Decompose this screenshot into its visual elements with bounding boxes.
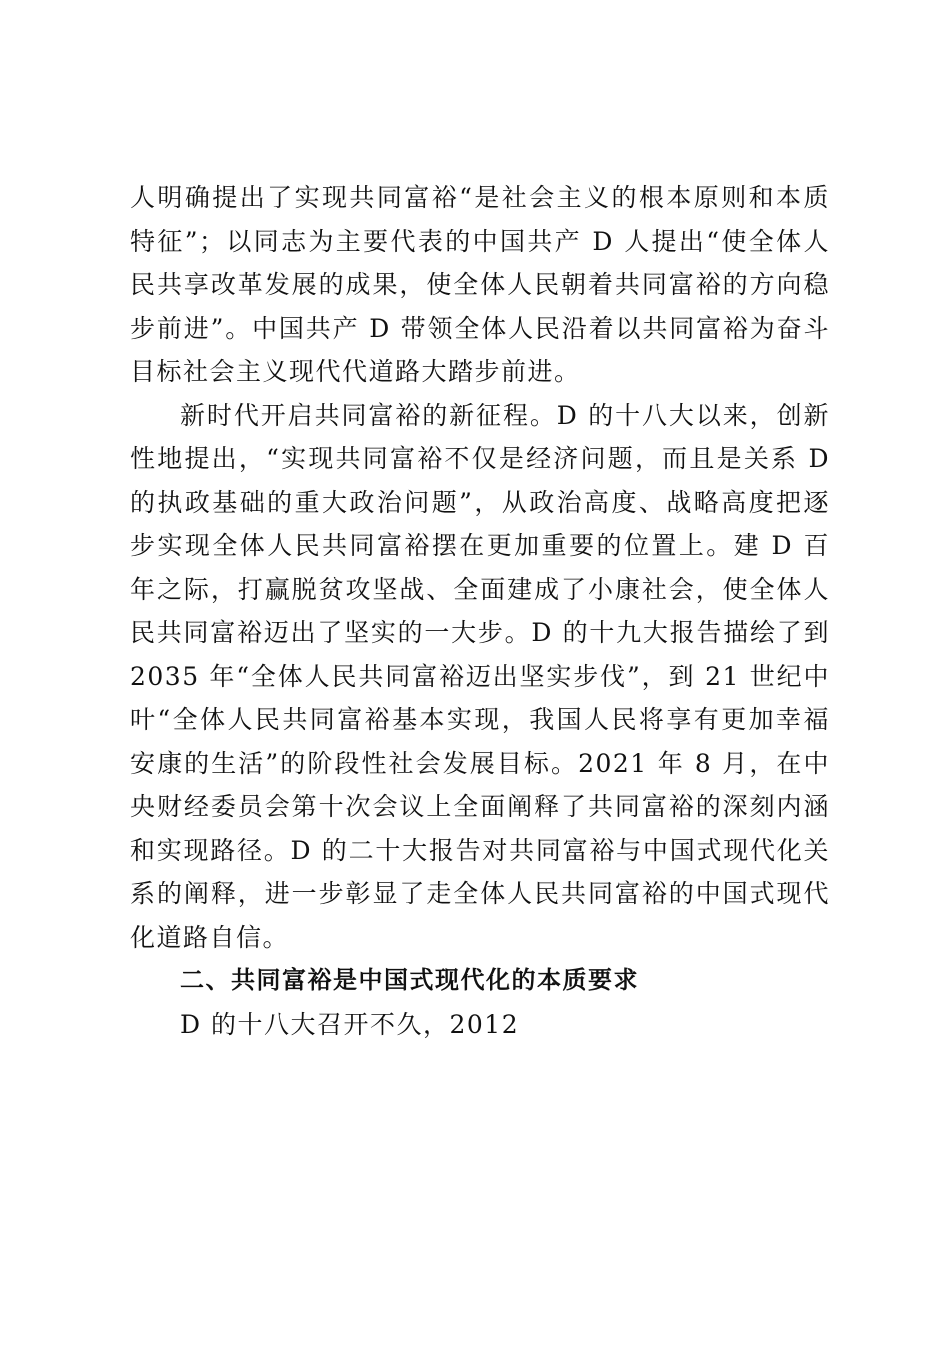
paragraph-new-era: 新时代开启共同富裕的新征程。D 的十八大以来，创新性地提出，“实现共同富裕不仅是经济问题，而且是关系 D 的执政基础的重大政治问题”，从政治高度、战略高度把逐步实现全体人民共同富裕摆在更加重要的位置上。建 D 百年之际，打赢脱贫攻坚战、全面建成了小康社会，使全体人民共同富裕迈出了坚实的一大步。D 的十九大报告描绘了到 2035 年“全体人民共同富裕迈出坚实步伐”，到 21 世纪中叶“全体人民共同富裕基本实现，我国人民将享有更加幸福安康的生活”的阶段性社会发展目标。2021 年 8 月，在中央财经委员会第十次会议上全面阐释了共同富裕的深刻内涵和实现路径。D 的二十大报告对共同富裕与中国式现代化关系的阐释，进一步彰显了走全体人民共同富裕的中国式现代化道路自信。 <box>130 400 830 952</box>
paragraph-section-start: D 的十八大召开不久，2012 <box>180 1009 520 1039</box>
document-body <box>130 176 830 1046</box>
paragraph-continued: 人明确提出了实现共同富裕“是社会主义的根本原则和本质特征”；以同志为主要代表的中国共产 D 人提出“使全体人民共享改革发展的成果，使全体人民朝着共同富裕的方向稳步前进”。中国共产 D 带领全体人民沿着以共同富裕为奋斗目标社会主义现代代道路大踏步前进。 <box>130 183 830 386</box>
section-heading: 二、共同富裕是中国式现代化的本质要求 <box>180 966 639 994</box>
